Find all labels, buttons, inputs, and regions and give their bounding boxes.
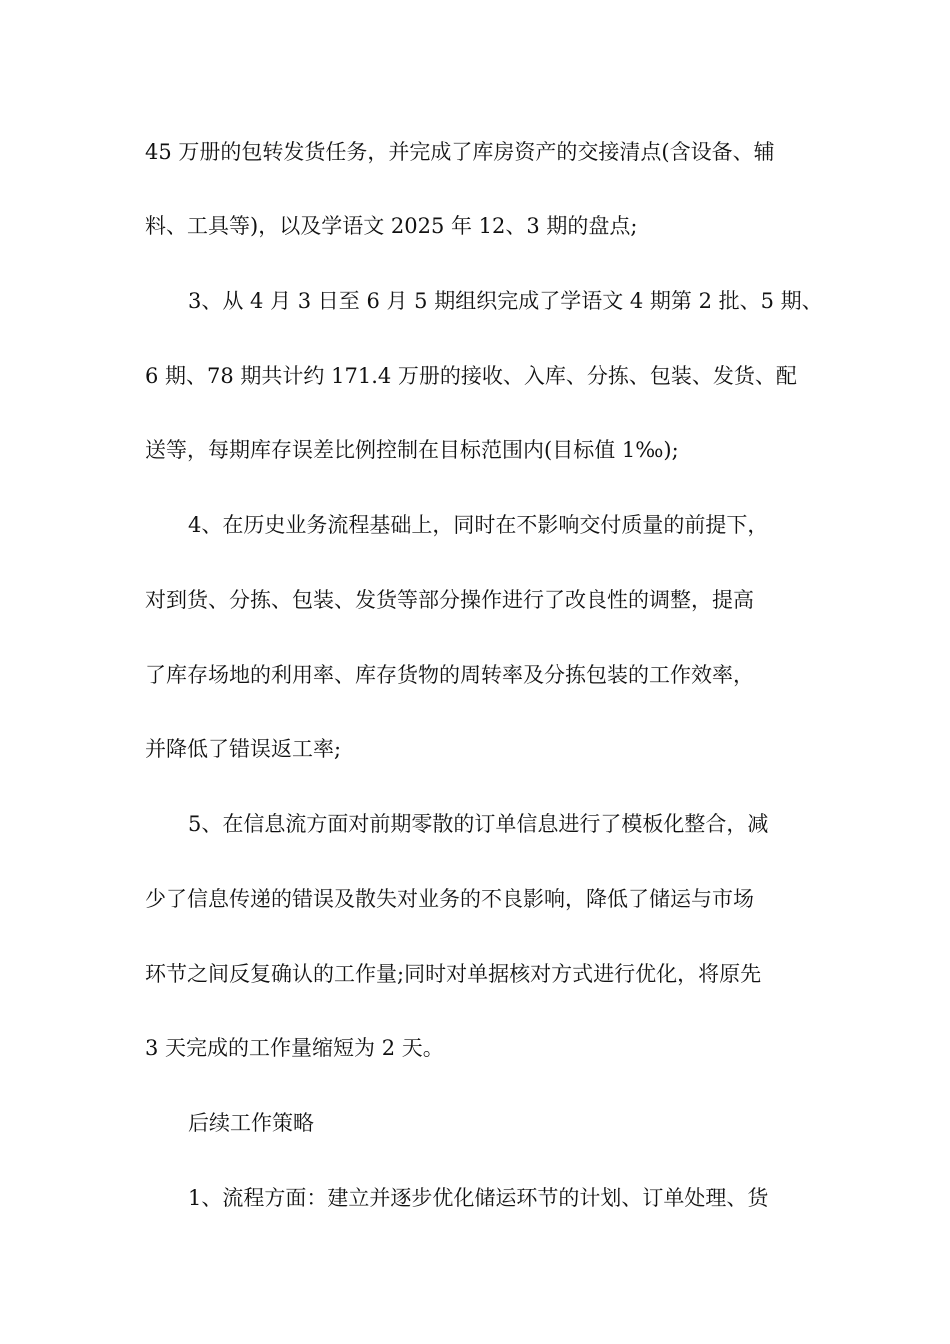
text-line-7: 对到货、分拣、包装、发货等部分操作进行了改良性的调整，提高 (145, 588, 754, 612)
text-line-5: 送等，每期库存误差比例控制在目标范围内(目标值 1‰); (145, 438, 679, 462)
text-line-6: 4、在历史业务流程基础上，同时在不影响交付质量的前提下， (188, 513, 769, 537)
text-line-4: 6 期、78 期共计约 171.4 万册的接收、入库、分拣、包装、发货、配 (145, 364, 797, 388)
text-line-3: 3、从 4 月 3 日至 6 月 5 期组织完成了学语文 4 期第 2 批、5 期、 (188, 289, 823, 313)
text-line-13: 3 天完成的工作量缩短为 2 天。 (145, 1036, 444, 1060)
text-line-2: 料、工具等)，以及学语文 2025 年 12、3 期的盘点; (145, 214, 638, 238)
section-heading: 后续工作策略 (188, 1111, 314, 1135)
text-line-12: 环节之间反复确认的工作量;同时对单据核对方式进行优化，将原先 (145, 962, 762, 986)
text-line-1: 45 万册的包转发货任务，并完成了库房资产的交接清点(含设备、辅 (145, 140, 775, 164)
text-line-8: 了库存场地的利用率、库存货物的周转率及分拣包装的工作效率， (145, 663, 754, 687)
text-line-15: 1、流程方面：建立并逐步优化储运环节的计划、订单处理、货 (188, 1186, 769, 1210)
text-line-10: 5、在信息流方面对前期零散的订单信息进行了模板化整合，减 (188, 812, 769, 836)
text-line-9: 并降低了错误返工率; (145, 737, 342, 761)
text-line-11: 少了信息传递的错误及散失对业务的不良影响，降低了储运与市场 (145, 887, 754, 911)
